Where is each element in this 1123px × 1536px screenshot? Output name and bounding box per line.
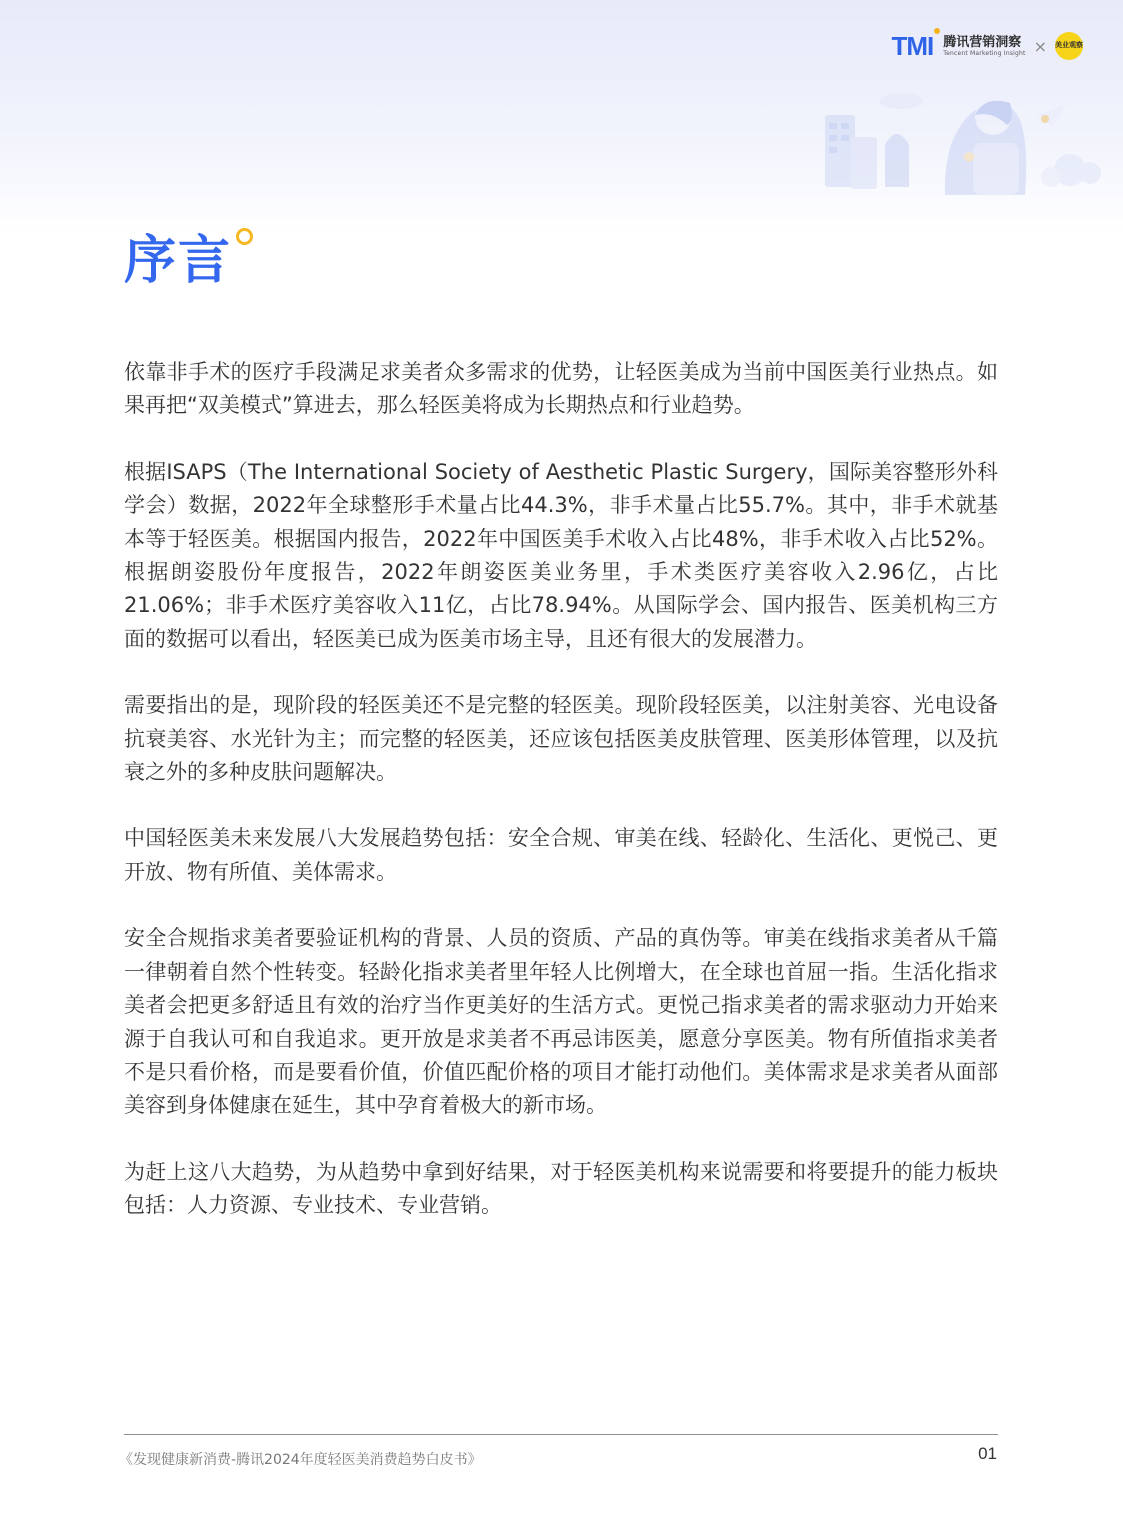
paragraph-eight-trends: 中国轻医美未来发展八大发展趋势包括：安全合规、审美在线、轻龄化、生活化、更悦己、更开放、物有所值、美体需求。 xyxy=(124,826,998,884)
header-illustration xyxy=(815,75,1105,200)
brand-name-cn: 腾讯营销洞察 xyxy=(943,34,1022,50)
page-title: 序言 xyxy=(124,231,233,291)
page-number: 01 xyxy=(978,1444,997,1463)
paragraph-capabilities: 为赶上这八大趋势，为从趋势中拿到好结果，对于轻医美机构来说需要和将要提升的能力板块包括：人力资源、专业技术、专业营销。 xyxy=(124,1159,998,1218)
footer-divider xyxy=(124,1434,998,1435)
logo-dot-icon xyxy=(934,28,940,34)
title-block xyxy=(124,226,232,296)
body-content xyxy=(124,356,998,1256)
cloud-icon xyxy=(879,93,923,109)
brand-logo xyxy=(891,30,1083,62)
title-ring-icon xyxy=(236,228,253,245)
brand-text xyxy=(943,36,1025,57)
paragraph-current-stage: 需要指出的是，现阶段的轻医美还不是完整的轻医美。现阶段轻医美，以注射美容、光电设备抗衰美容、水光针为主；而完整的轻医美，还应该包括医美皮肤管理、医美形体管理，以及抗衰之外的多种皮肤问题解决。 xyxy=(124,693,998,785)
tmi-logo-mark: TMI xyxy=(891,31,933,62)
footer-report-title: 《发现健康新消费-腾讯2024年度轻医美消费趋势白皮书》 xyxy=(119,1452,482,1468)
paragraph-intro: 依靠非手术的医疗手段满足求美者众多需求的优势，让轻医美成为当前中国医美行业热点。如果再把“双美模式”算进去，那么轻医美将成为长期热点和行业趋势。 xyxy=(124,360,998,418)
brand-name-en: Tencent Marketing Insight xyxy=(943,49,1026,57)
building-icon xyxy=(885,134,909,187)
paragraph-trend-details: 安全合规指求美者要验证机构的背景、人员的资质、产品的真伪等。审美在线指求美者从千篇一律朝着自然个性转变。轻龄化指求美者里年轻人比例增大，在全球也首屈一指。生活化指求美者会把更多舒适且有效的治疗当作更美好的生活方式。更悦己指求美者的需求驱动力开始来源于自我认可和自我追求。更开放是求美者不再忌讳医美，愿意分享医美。物有所值指求美者不是只看价格，而是要看价值，价值匹配价格的项目才能打动他们。美体需求是求美者从面部美容到身体健康在延生，其中孕育着极大的新市场。 xyxy=(124,926,998,1118)
paragraph-data: 根据ISAPS（The International Society of Aesthetic Plastic Surgery，国际美容整形外科学会）数据，2022年全球整形手术量占比44.3%，非手术量占比55.7%。其中，非手术就基本等于轻医美。根据国内报告，2022年中国医美手术收入占比48%，非手术收入占比52%。根据朗姿股份年度报告，2022年朗姿医美业务里，手术类医疗美容收入2.96亿，占比21.06%；非手术医疗美容收入11亿，占比78.94%。从国际学会、国内报告、医美机构三方面的数据可以看出，轻医美已成为医美市场主导，且还有很大的发展潜力。 xyxy=(124,459,998,651)
partner-badge: 美业观察 xyxy=(1055,32,1083,60)
building-icon xyxy=(851,137,877,189)
collaboration-x-icon: × xyxy=(1033,36,1047,56)
paper-plane-icon xyxy=(1037,105,1065,127)
